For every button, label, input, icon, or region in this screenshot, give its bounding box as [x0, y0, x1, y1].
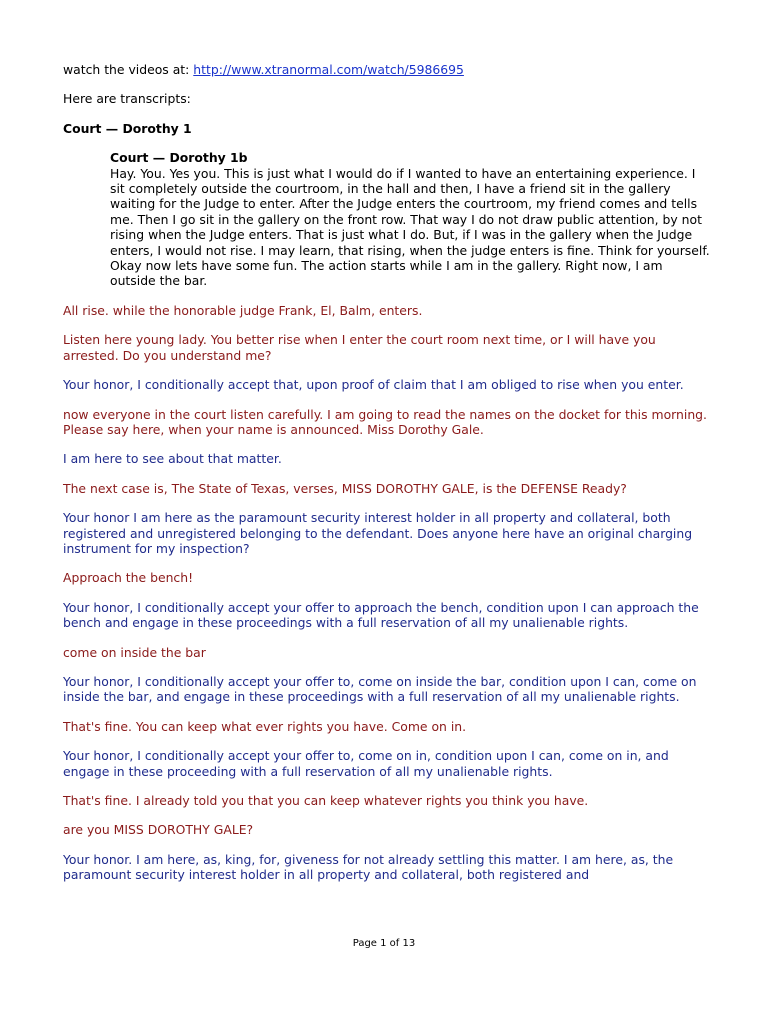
sub-section-heading: Court — Dorothy 1b: [110, 150, 248, 166]
dialogue-line: The next case is, The State of Texas, verses, MISS DOROTHY GALE, is the DEFENSE Ready?: [63, 480, 627, 496]
dialogue-line: Your honor, I conditionally accept your offer to, come on inside the bar, condition upon I can, come on inside the bar, and engage in these proceedings with a full reservation of all my unalienable rights.: [63, 673, 697, 705]
sub-section: [110, 150, 711, 289]
dialogue-line: Your honor, I conditionally accept that, upon proof of claim that I am obliged to rise when you enter.: [63, 377, 684, 393]
video-link-prefix: watch the videos at:: [63, 62, 194, 77]
dialogue-line: Approach the bench!: [63, 570, 194, 586]
document-body: [63, 62, 711, 897]
section-heading: Court — Dorothy 1: [63, 120, 192, 136]
dialogue-line: are you MISS DOROTHY GALE?: [63, 822, 254, 838]
dialogue-list: [63, 303, 711, 883]
dialogue-line: I am here to see about that matter.: [63, 451, 282, 467]
dialogue-line: Your honor, I conditionally accept your offer to approach the bench, condition upon I can approach the bench and engage in these proceedings with a full reservation of all my unalienable rights.: [63, 599, 699, 631]
dialogue-line: come on inside the bar: [63, 644, 206, 660]
video-link[interactable]: http://www.xtranormal.com/watch/5986695: [193, 62, 464, 77]
dialogue-line: now everyone in the court listen carefully. I am going to read the names on the docket for this morning. Please say here, when your name is announced. Miss Dorothy Gale.: [63, 406, 707, 437]
dialogue-line: Listen here young lady. You better rise when I enter the court room next time, or I will have you arrested. Do you understand me?: [63, 332, 656, 363]
dialogue-line: Your honor. I am here, as, king, for, giveness for not already settling this matter. I am here, as, the paramount security interest holder in all property and collateral, both registered and: [63, 851, 674, 883]
dialogue-line: That's fine. You can keep what ever rights you have. Come on in.: [63, 718, 467, 734]
dialogue-line: That's fine. I already told you that you can keep whatever rights you think you have.: [63, 793, 589, 808]
video-link-line: [63, 62, 711, 77]
dialogue-line: All rise. while the honorable judge Frank, El, Balm, enters.: [63, 302, 423, 318]
dialogue-line: Your honor I am here as the paramount security interest holder in all property and collateral, both registered and unregistered belonging to the defendant. Does anyone here have an original charging instrument for my inspection?: [63, 510, 693, 556]
transcripts-label: Here are transcripts:: [63, 91, 191, 107]
dialogue-line: Your honor, I conditionally accept your offer to, come on in, condition upon I can, come on in, and engage in these proceeding with a full reservation of all my unalienable rights.: [63, 748, 669, 779]
page-number-footer: Page 1 of 13: [352, 938, 416, 949]
sub-section-text: Hay. You. Yes you. This is just what I would do if I wanted to have an entertaining experience. I sit completely outside the courtroom, in the hall and then, I have a friend sit in the gallery waiting for the Judge to enter. After the Judge enters the courtroom, my friend comes and tells me. Then I go sit in the gallery on the front row. That way I do not draw public attention, by not rising when the Judge enters. That is just what I do. But, if I was in the gallery when the Judge enters, I would not rise. I may learn, that rising, when the judge enters is fine. Think for yourself. Okay now lets have some fun. The action starts while I am in the gallery. Right now, I am outside the bar.: [110, 165, 710, 289]
